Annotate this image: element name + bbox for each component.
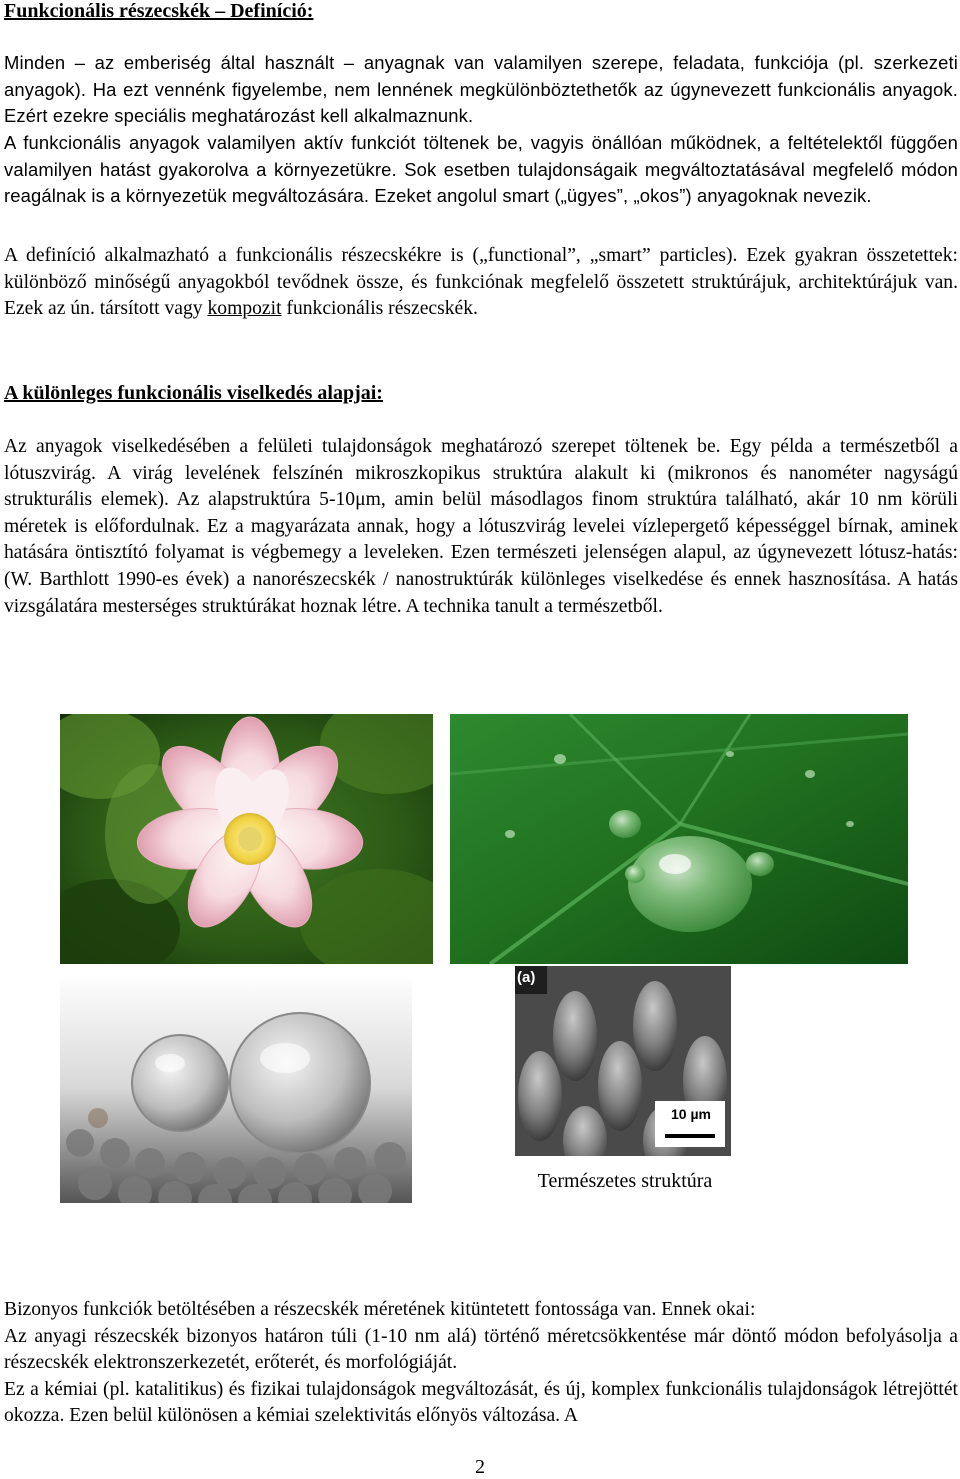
definition-paragraph-1 (4, 50, 958, 130)
definition-text-3-start: A definíció alkalmazható a funkcionális részecskékre is („functional”, „smart” particles). Ezek gyakran összetettek: különböző minőségű anyagokból tevődnek össze, és funkciónak megfelelő összetett struktúrájuk, architektúrájuk van. Ezek az ún. társított vagy (4, 245, 958, 320)
scale-bar-label: 10 µm (671, 1106, 711, 1122)
sem-microstructure-image (515, 966, 731, 1156)
lotus-flower-image (60, 714, 433, 964)
definition-text-3-end: funkcionális részecskék. (281, 298, 478, 320)
lotus-paragraph (4, 434, 958, 620)
figure-caption: Természetes struktúra (537, 1170, 713, 1192)
definition-text-2: A funkcionális anyagok valamilyen aktív funkciót töltenek be, vagyis önállóan működnek, a feltételektől függően valamilyen hatást gyakorolva a környezetükre. Sok esetben tulajdonságaik megváltoztatásával megfelelő módon reagálnak is a környezetük megváltozására. Ezeket angolul smart („ügyes”, „okos”) anyagoknak nevezik. (4, 132, 958, 207)
definition-paragraph-2 (4, 130, 958, 210)
definition-text-1: Minden – az emberiség által használt – anyagnak van valamilyen szerepe, feladata, funkciója (pl. szerkezeti anyagok). Ha ezt vennénk figyelembe, nem lennének megkülönböztethetők az úgynevezett funkcionális anyagok. Ezért ezekre speciális meghatározást kell alkalmaznunk. (4, 52, 958, 127)
electron-structure-text: Az anyagi részecskék bizonyos határon túli (1-10 nm alá) történő méretcsökkentése már döntő módon befolyásolja a részecskék elektronszerkezetét, erőterét, és morfológiáját. (4, 1325, 958, 1374)
kompozit-link[interactable]: kompozit (207, 298, 282, 320)
water-drops-leaf-image (450, 714, 908, 964)
page-number: 2 (475, 1456, 485, 1478)
definition-heading: Funkcionális részecskék – Definíció: (4, 0, 314, 22)
definition-text-3 (4, 243, 958, 323)
lotus-text: Az anyagok viselkedésében a felületi tulajdonságok meghatározó szerepet töltenek be. Egy példa a természetből a lótuszvirág. A virág levelének felszínén mikroszkopikus struktúra alakult ki (mikronos és nanométer nagyságú strukturális elemek). Az alapstruktúra 5-10μm, amin belül másodlagos finom struktúra található, akár 10 nm körüli méretek is előfordulnak. Ez a magyarázata annak, hogy a lótuszvirág levelei vízlepergető képességgel bírnak, aminek hatására öntisztító folyamat is végbemegy a leveleken. Ezen természeti jelenségen alapul, az úgynevezett lótusz-hatás: (W. Barthlott 1990-es évek) a nanorészecskék / nanostruktúrák különleges viselkedése és ennek hasznosítása. A hatás vizsgálatára mesterséges struktúrákat hoznak létre. A technika tanult a természetből. (4, 436, 958, 617)
size-importance-paragraph (4, 1297, 958, 1430)
sem-panel-label: (a) (517, 969, 536, 986)
chemical-properties-text: Ez a kémiai (pl. katalitikus) és fizikai tulajdonságok megváltozását, és új, komplex funkcionális tulajdonságok létrejöttét okozza. Ezen belül különösen a kémiai szelektivitás előnyös változása. A (4, 1378, 958, 1427)
definition-paragraph-3 (4, 243, 958, 323)
size-importance-text: Bizonyos funkciók betöltésében a részecskék méretének kitüntetett fontossága van. Ennek okai: (4, 1299, 756, 1320)
water-droplet-microstructure-image (60, 973, 412, 1203)
functional-behavior-heading: A különleges funkcionális viselkedés alapjai: (4, 382, 383, 404)
